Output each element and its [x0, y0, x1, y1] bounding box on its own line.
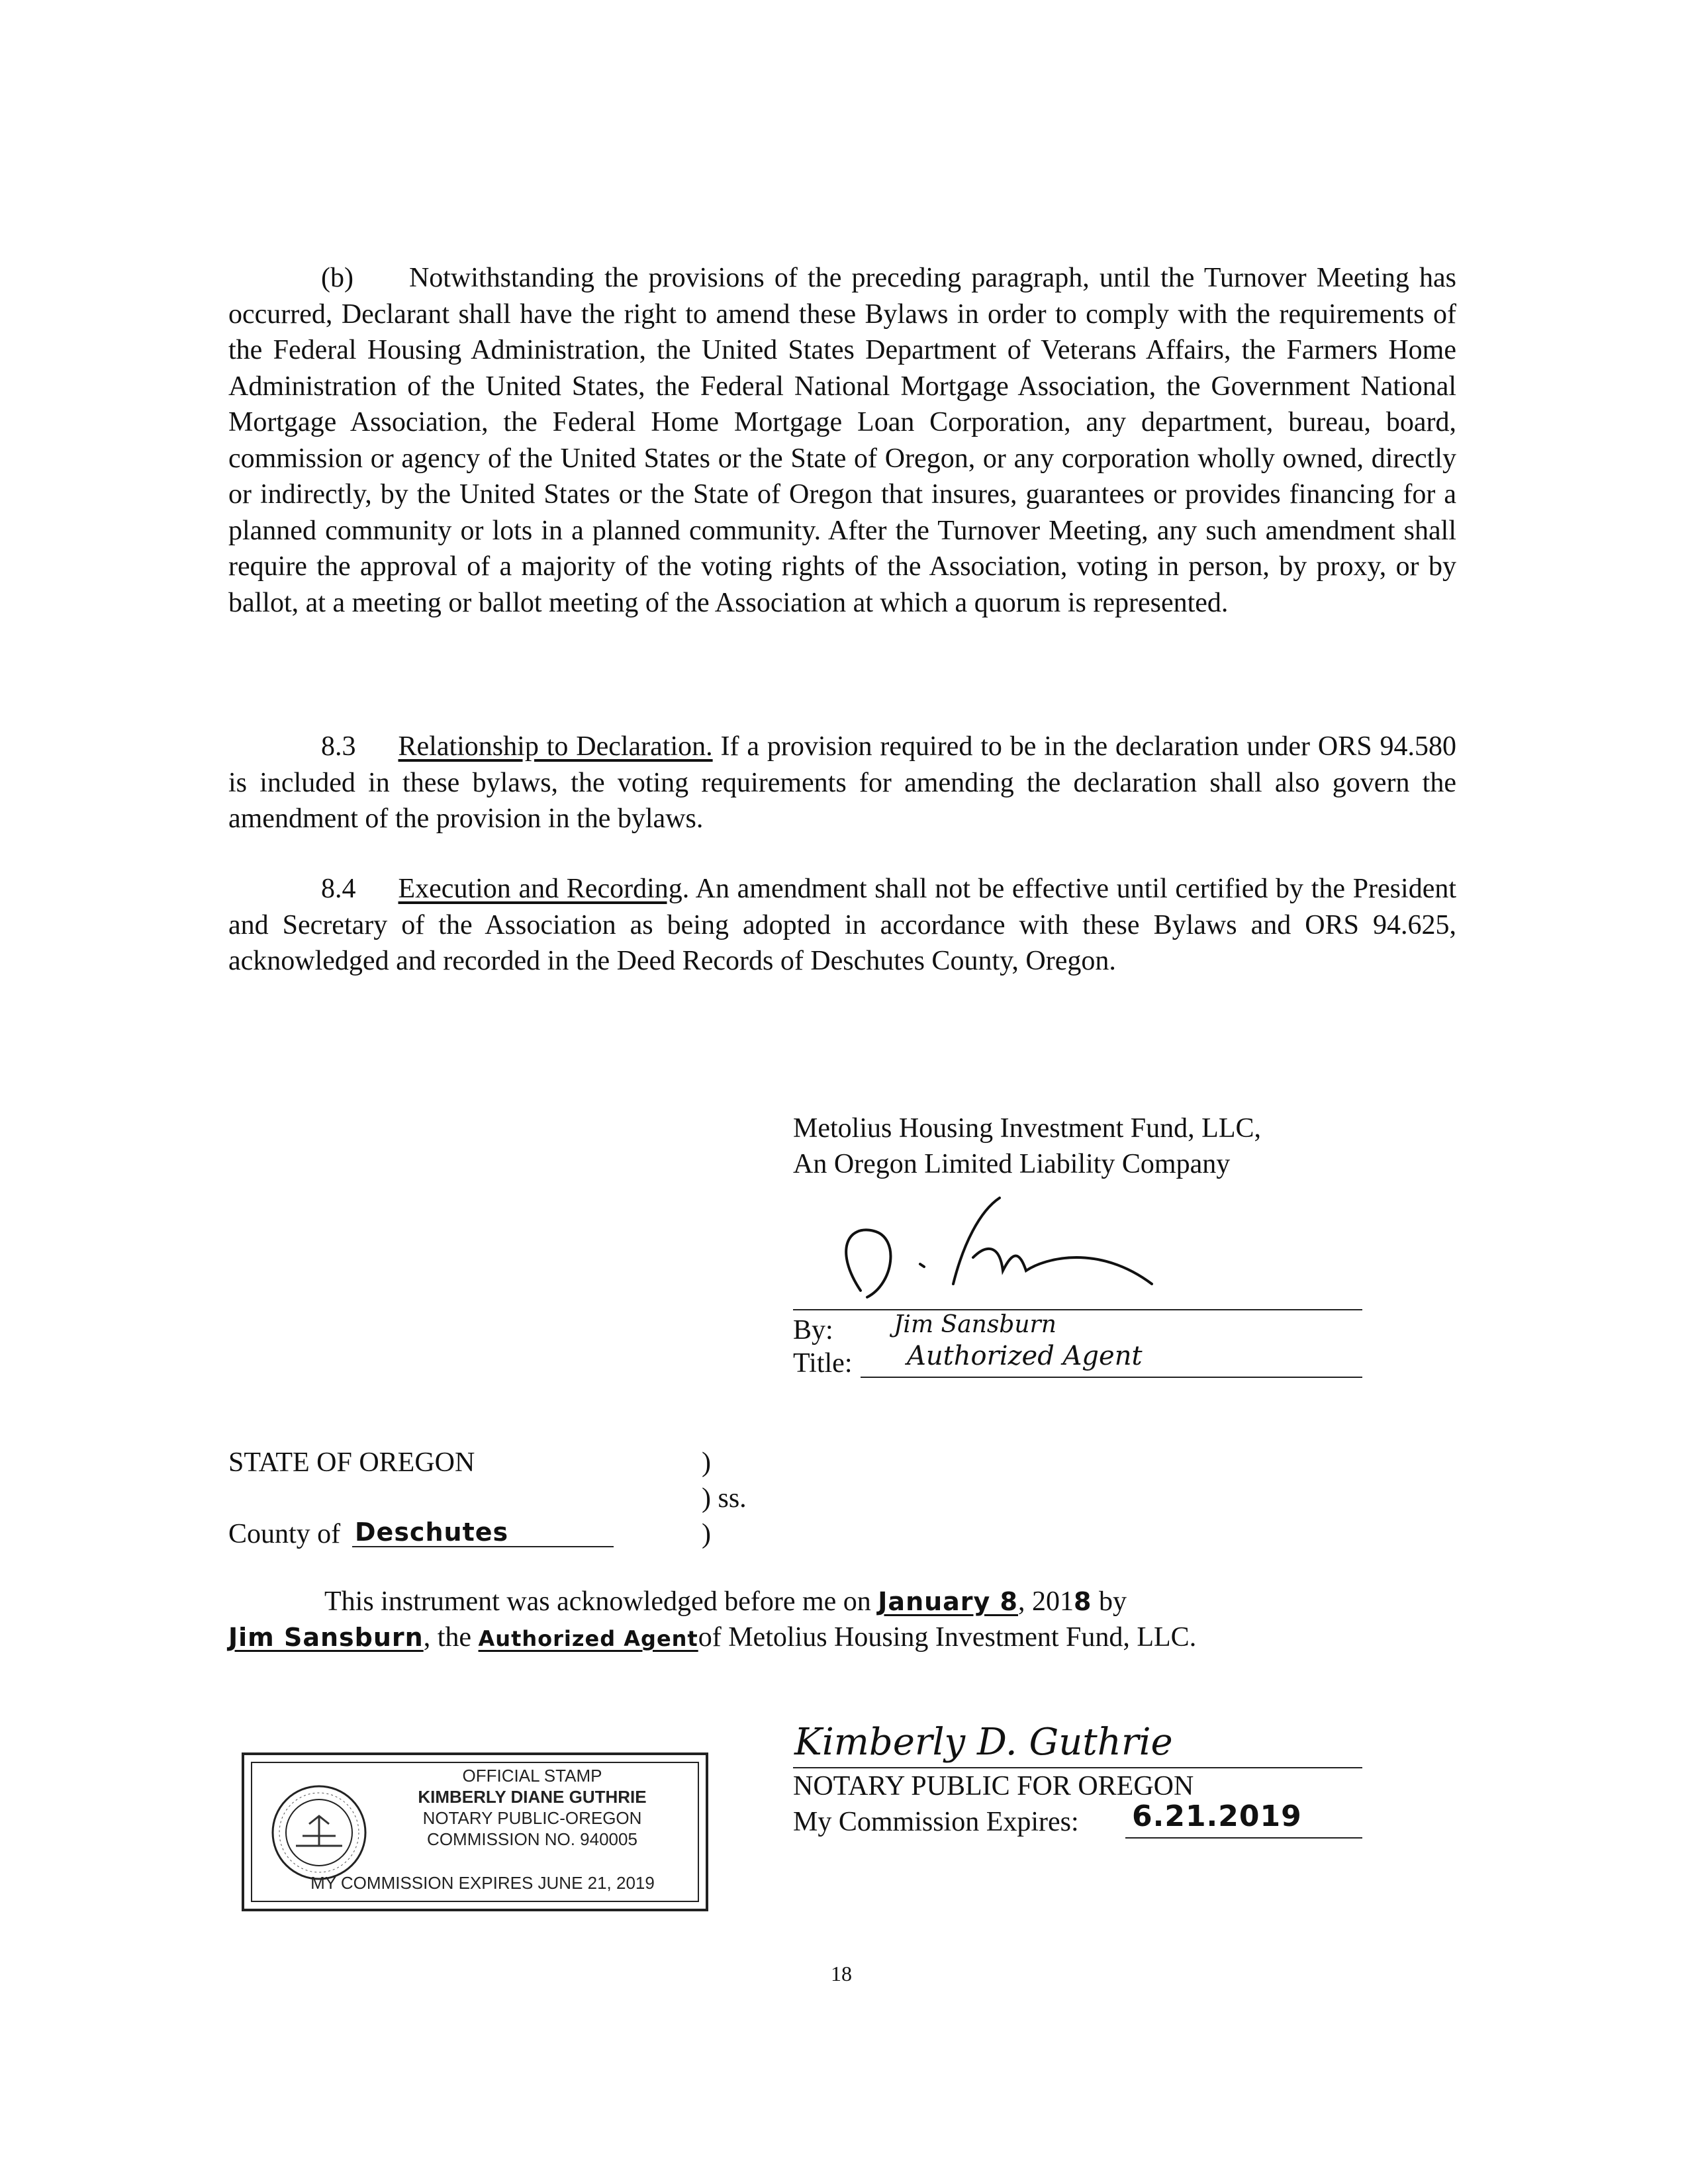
- section-8-4-number: 8.4: [321, 874, 356, 904]
- section-8-4-heading: Execution and Recording: [398, 874, 682, 904]
- ack-role-handwritten: Authorized Agent: [478, 1626, 698, 1651]
- notary-title: NOTARY PUBLIC FOR OREGON: [793, 1771, 1194, 1801]
- signature-line: [793, 1309, 1362, 1310]
- company-type: An Oregon Limited Liability Company: [793, 1149, 1231, 1179]
- by-name-handwritten: Jim Sansburn: [894, 1311, 1056, 1338]
- official-stamp: [242, 1752, 708, 1911]
- oregon-seal-icon: [269, 1783, 369, 1882]
- title-handwritten: Authorized Agent: [907, 1341, 1143, 1371]
- ack-year-prefix: , 201: [1018, 1586, 1074, 1617]
- section-8-3-text: If a provision required to be in the declaration under ORS 94.580 is included in these bylaws, the voting requirements for amending the declaration shall also govern the amendment of the provision in the bylaws.: [228, 731, 1456, 834]
- stamp-line-4: COMMISSION NO. 940005: [427, 1829, 637, 1849]
- stamp-line-5: MY COMMISSION EXPIRES JUNE 21, 2019: [310, 1873, 655, 1893]
- ack-text: This instrument was acknowledged before me on: [324, 1586, 871, 1617]
- notary-signature-handwritten: Kimberly D. Guthrie: [794, 1721, 1173, 1764]
- paragraph-b: (b) Notwithstanding the provisions of the preceding paragraph, until the Turnover Meeting has occurred, Declarant shall have the right to amend these Bylaws in order to comply with the requirements of the Federal Housing Administration, the United States Department of Veterans Affairs, the Farmers Home Administration of the United States, the Federal National Mortgage Association, the Government National Mortgage Association, the Federal Home Mortgage Loan Corporation, any department, bureau, board, commission or agency of the United States or the State of Oregon, or any corporation wholly owned, directly or indirectly, by the United States or the State of Oregon that insures, guarantees or provides financing for a planned community or lots in a planned community. After the Turnover Meeting, any such amendment shall require the approval of a majority of the voting rights of the Association, voting in person, by proxy, or by ballot, at a meeting or ballot meeting of the Association at which a quorum is represented.: [228, 263, 1456, 618]
- section-8-3: [228, 729, 1456, 837]
- stamp-line-3: NOTARY PUBLIC-OREGON: [422, 1808, 642, 1828]
- acknowledgment-line-1: [324, 1584, 1127, 1619]
- page-number: 18: [831, 1962, 852, 1985]
- signature-drawing: [821, 1185, 1192, 1310]
- ack-year-digit-handwritten: 8: [1074, 1587, 1092, 1616]
- county-handwritten: Deschutes: [355, 1518, 509, 1547]
- by-label: By:: [793, 1315, 833, 1345]
- section-8-4-text: . An amendment shall not be effective until certified by the President and Secretary of the Association as being adopted in accordance with these Bylaws and ORS 94.625, acknowledged and recorded in the Deed Records of Deschutes County, Oregon.: [228, 874, 1457, 976]
- venue-paren-2: ) ss.: [702, 1483, 747, 1514]
- commission-expires-line: [1125, 1837, 1362, 1839]
- acknowledgment-line-2: [228, 1619, 1196, 1657]
- title-label: Title:: [793, 1348, 853, 1379]
- ack-of: of Metolius Housing Investment Fund, LLC.: [698, 1622, 1197, 1653]
- venue-paren-3: ): [702, 1519, 711, 1549]
- section-8-4: [228, 871, 1456, 979]
- stamp-line-2: KIMBERLY DIANE GUTHRIE: [418, 1787, 647, 1807]
- venue-paren-1: ): [702, 1447, 711, 1478]
- section-8-3-number: 8.3: [321, 731, 356, 762]
- ack-name-handwritten: Jim Sansburn: [228, 1623, 424, 1652]
- commission-expires-label: My Commission Expires:: [793, 1807, 1079, 1837]
- county-line: [352, 1546, 614, 1547]
- ack-date-handwritten: January 8: [878, 1587, 1018, 1616]
- company-name: Metolius Housing Investment Fund, LLC,: [793, 1113, 1261, 1144]
- ack-the: , the: [423, 1622, 472, 1653]
- county-label: County of: [228, 1519, 341, 1549]
- state-label: STATE OF OREGON: [228, 1447, 475, 1478]
- section-8-3-heading: Relationship to Declaration.: [398, 731, 713, 762]
- title-line: [861, 1377, 1362, 1378]
- ack-by: by: [1092, 1586, 1127, 1617]
- commission-expires-handwritten: 6.21.2019: [1132, 1799, 1302, 1833]
- stamp-line-1: OFFICIAL STAMP: [462, 1766, 602, 1786]
